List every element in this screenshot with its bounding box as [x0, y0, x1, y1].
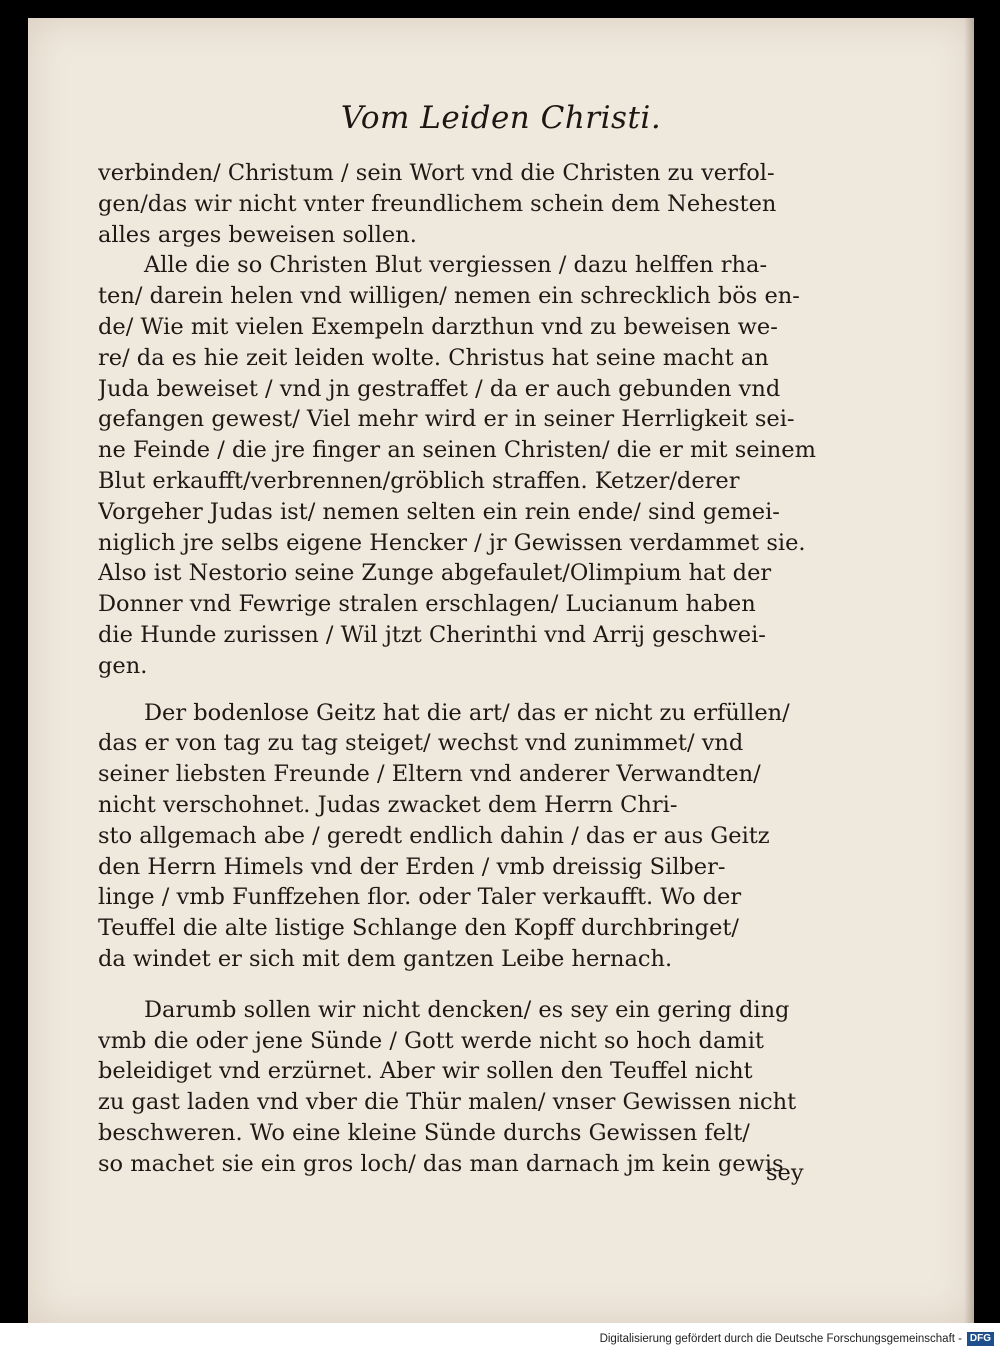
text-line: vmb die oder jene Sünde / Gott werde nicht so hoch damit	[98, 1027, 764, 1054]
footer-bar	[0, 1323, 1000, 1351]
paragraph-gap	[98, 975, 858, 995]
text-line: Blut erkaufft/verbrennen/gröblich straffen. Ketzer/derer	[98, 467, 740, 494]
text-line: Teuffel die alte listige Schlange den Kopff durchbringet/	[98, 915, 740, 942]
text-line: niglich jre selbs eigene Hencker / jr Gewissen verdammet sie.	[98, 529, 806, 556]
body-text	[98, 158, 858, 1180]
page-edge-shadow	[964, 18, 974, 1323]
book-page	[28, 18, 974, 1323]
text-line: linge / vmb Funffzehen flor. oder Taler verkaufft. Wo der	[98, 884, 742, 911]
text-line: Alle die so Christen Blut vergiessen / dazu helffen rha-	[144, 252, 768, 279]
text-line: so machet sie ein gros loch/ das man darnach jm kein gewis	[98, 1150, 784, 1177]
text-line: da windet er sich mit dem gantzen Leibe hernach.	[98, 945, 673, 972]
text-line: Also ist Nestorio seine Zunge abgefaulet/Olimpium hat der	[98, 560, 772, 587]
text-line: ten/ darein helen vnd willigen/ nemen ein schrecklich bös en-	[98, 283, 800, 310]
text-line: sto allgemach abe / geredt endlich dahin / das er aus Geitz	[98, 822, 770, 849]
text-line: Donner vnd Fewrige stralen erschlagen/ Lucianum haben	[98, 591, 756, 618]
dfg-logo: DFG	[967, 1332, 994, 1346]
text-line: Der bodenlose Geitz hat die art/ das er nicht zu erfüllen/	[144, 699, 790, 726]
text-line: gen.	[98, 652, 148, 679]
text-line: Juda beweiset / vnd jn gestraffet / da er auch gebunden vnd	[98, 375, 781, 402]
text-line: de/ Wie mit vielen Exempeln darzthun vnd zu beweisen we-	[98, 313, 778, 340]
text-line: das er von tag zu tag steiget/ wechst vnd zunimmet/ vnd	[98, 730, 744, 757]
text-line: verbinden/ Christum / sein Wort vnd die Christen zu verfol-	[98, 160, 775, 186]
running-head: Vom Leiden Christi.	[340, 100, 662, 136]
text-line: den Herrn Himels vnd der Erden / vmb dreissig Silber-	[98, 853, 726, 880]
text-line: Darumb sollen wir nicht dencken/ es sey ein gering ding	[144, 996, 790, 1023]
paragraph-gap	[98, 682, 858, 698]
funding-credit: Digitalisierung gefördert durch die Deutsche Forschungsgemeinschaft -	[599, 1333, 962, 1345]
text-line: Vorgeher Judas ist/ nemen selten ein rein ende/ sind gemei-	[98, 498, 780, 525]
catchword: sey	[766, 1160, 804, 1186]
text-line: alles arges beweisen sollen.	[98, 221, 417, 248]
text-line: gen/das wir nicht vnter freundlichem schein dem Nehesten	[98, 190, 777, 217]
text-line: seiner liebsten Freunde / Eltern vnd anderer Verwandten/	[98, 761, 761, 788]
text-line: zu gast laden vnd vber die Thür malen/ vnser Gewissen nicht	[98, 1089, 797, 1116]
text-line: beleidiget vnd erzürnet. Aber wir sollen den Teuffel nicht	[98, 1058, 753, 1085]
text-line: gefangen gewest/ Viel mehr wird er in seiner Herrligkeit sei-	[98, 406, 795, 433]
text-line: ne Feinde / die jre finger an seinen Christen/ die er mit seinem	[98, 437, 816, 464]
text-line: nicht verschohnet. Judas zwacket dem Herrn Chri-	[98, 791, 678, 818]
text-line: re/ da es hie zeit leiden wolte. Christus hat seine macht an	[98, 344, 769, 371]
text-line: die Hunde zurissen / Wil jtzt Cherinthi vnd Arrij geschwei-	[98, 621, 766, 648]
text-line: beschweren. Wo eine kleine Sünde durchs Gewissen felt/	[98, 1119, 750, 1146]
